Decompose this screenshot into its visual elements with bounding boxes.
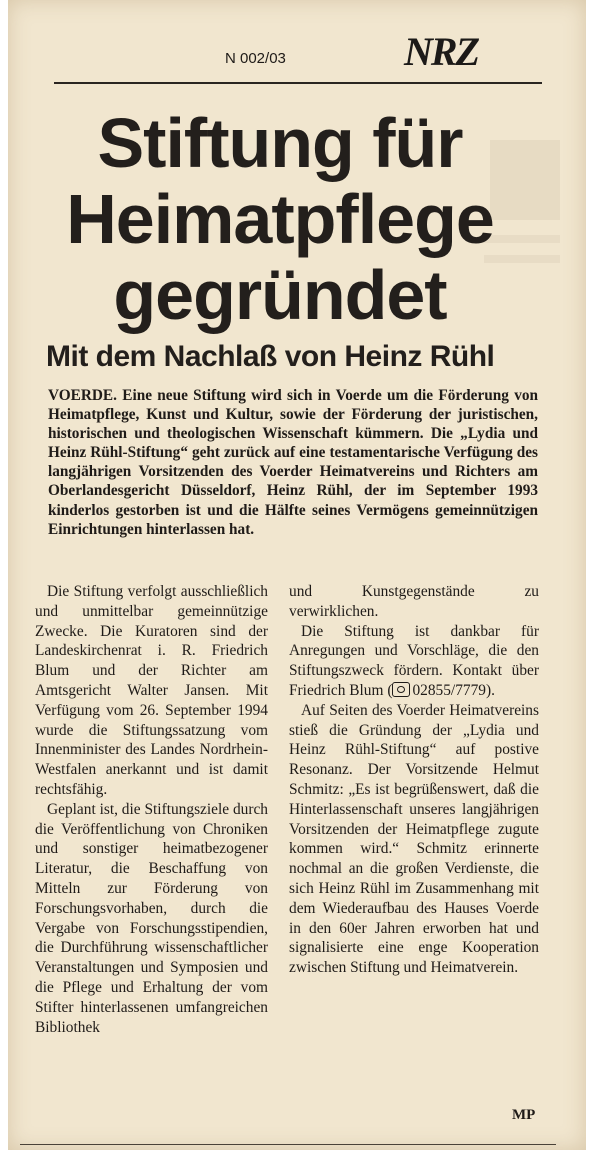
subheadline: Mit dem Nachlaß von Heinz Rühl	[46, 340, 495, 373]
clipping-code: N 002/03	[225, 50, 286, 67]
body-paragraph: und Kunstgegenstände zu verwirklichen.	[289, 583, 539, 620]
lead-paragraph: VOERDE. Eine neue Stiftung wird sich in Voerde um die Förderung von Heimatpflege, Kunst und Kultur, sowie der Förderung der juristischen, historischen und theologischen Wissenschaft kümmern. Die „Lydia und Heinz Rühl-Stiftung“ geht zurück auf eine testamentarische Verfügung des langjährigen Vorsitzenden des Voerder Heimatvereins und Richters am Oberlandesgericht Düsseldorf, Heinz Rühl, der im September 1993 kinderlos gestorben ist und die Hälfte seines Vermögens gemeinnützigen Einrichtungen hinterlassen hat.	[48, 387, 538, 538]
body-paragraph: Auf Seiten des Voerder Heimatvereins stieß die Gründung der „Lydia und Heinz Rühl-Stiftung“ auf postive Resonanz. Der Vorsitzende Helmut Schmitz: „Es ist begrüßenswert, daß die Hinterlassenschaft unseres langjährigen Vorsitzenden der Heimatpflege zugute kommen wird.“ Schmitz erinnerte nochmal an die großen Verdienste, die sich Heinz Rühl im Zusammenhang mit dem Wiederaufbau des Hauses Voerde in den 60er Jahren erworben hat und signalisierte eine enge Kooperation zwischen Stiftung und Heimatverein.	[289, 701, 539, 977]
body-paragraph-contact	[289, 622, 539, 701]
body-column-left	[35, 582, 268, 1037]
footer-rule	[20, 1144, 556, 1145]
telephone-icon	[392, 682, 410, 697]
header-rule	[54, 82, 542, 84]
body-paragraph: Geplant ist, die Stiftungsziele durch die Veröffentlichung von Chroniken und sonstiger heimatbezogener Literatur, die Beschaffung von Mitteln zur Förderung von Forschungsvorhaben, durch die Vergabe von Forschungsstipendien, die Durchführung wissenschaftlicher Veranstaltungen und Symposien und die Pflege und Erhaltung der vom Stifter hinterlassenen umfangreichen Bibliothek	[35, 800, 268, 1036]
contact-phone-number: 02855/7779).	[412, 681, 495, 699]
body-column-right	[289, 582, 539, 978]
headline-line-2: Heimatpflege	[66, 180, 494, 258]
author-initials: MP	[512, 1107, 536, 1123]
newspaper-logo: NRZ	[404, 29, 478, 74]
headline-line-3: gegründet	[113, 256, 447, 334]
body-paragraph: Die Stiftung verfolgt ausschließlich und unmittelbar gemeinnützige Zwecke. Die Kuratoren sind der Landeskirchenrat i. R. Friedrich Blum und der Richter am Amtsgericht Walter Jansen. Mit Verfügung vom 26. September 1994 wurde die Stiftungssatzung vom Innenminister des Landes Nordrhein-Westfalen anerkannt und ist damit rechtsfähig.	[35, 583, 268, 798]
contact-text: Die Stiftung ist dankbar für Anregungen und Vorschläge, die den Stiftungszweck fördern. Kontakt über Friedrich Blum (	[289, 622, 539, 699]
headline-line-1: Stiftung für	[97, 104, 463, 182]
